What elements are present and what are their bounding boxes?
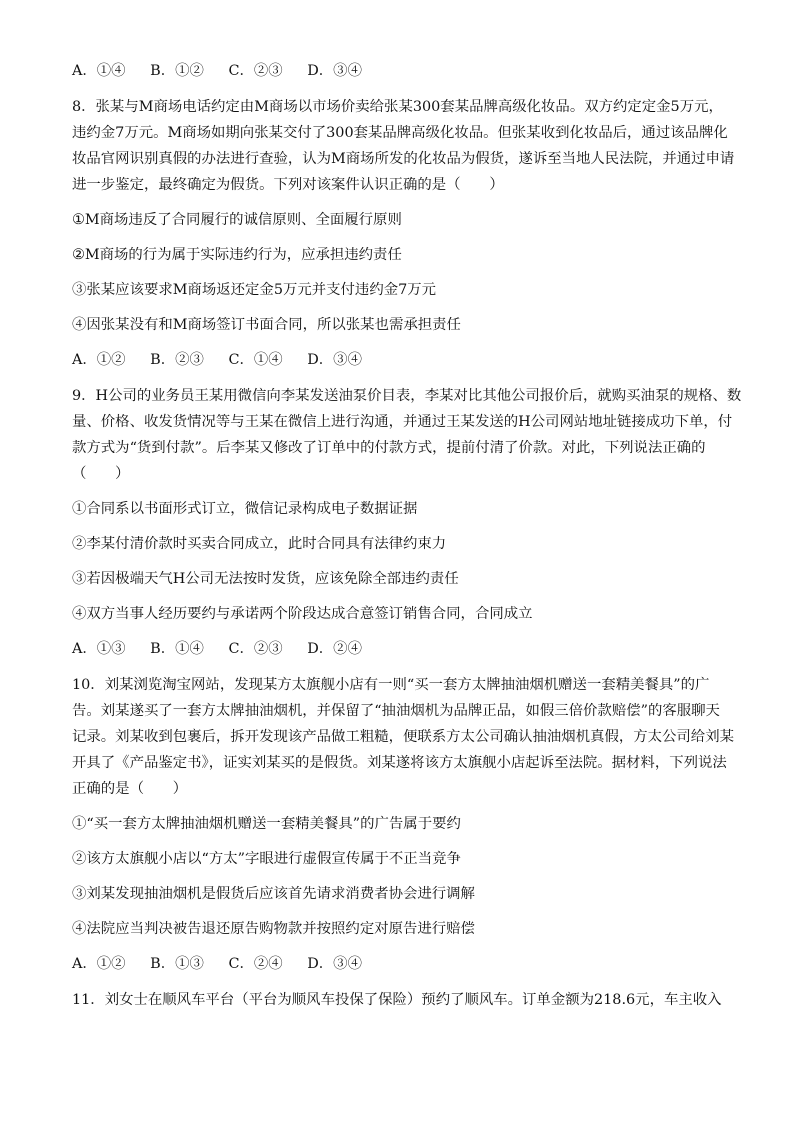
q11-line-1: 11．刘女士在顺风车平台（平台为顺风车投保了保险）预约了顺风车。订单金额为218.6元，车主收入 (72, 992, 722, 1008)
q9-line-3: 款方式为“货到付款”。后李某又修改了订单中的付款方式，提前付清了价款。对此，下列说法正确的 (72, 440, 706, 456)
question-10 (72, 672, 734, 977)
q9-statement-2: ②李某付清价款时买卖合同成立，此时合同具有法律约束力 (72, 536, 447, 552)
q8-option-a: A．①② (72, 352, 126, 368)
q9-option-a: A．①③ (72, 641, 126, 657)
q8-statement-1: ①M商场违反了合同履行的诚信原则、全面履行原则 (72, 212, 402, 228)
question-11 (72, 987, 722, 1013)
q9-options (72, 636, 722, 662)
q8-statement-4: ④因张某没有和M商场签订书面合同，所以张某也需承担责任 (72, 317, 461, 333)
q8-statement-3: ③张某应该要求M商场返还定金5万元并支付违约金7万元 (72, 282, 437, 298)
q8-line-2: 违约金7万元。M商场如期向张某交付了300套某品牌高级化妆品。但张某收到化妆品后，通过该品牌化 (72, 125, 728, 141)
q10-line-3: 记录。刘某收到包裹后，拆开发现该产品做工粗糙，便联系方太公司确认抽油烟机真假，方太公司给刘某 (72, 729, 734, 745)
q8-option-c: C．①④ (228, 352, 283, 368)
q8-line-1: 8．张某与M商场电话约定由M商场以市场价卖给张某300套某品牌高级化妆品。双方约定定金5万元， (72, 99, 723, 115)
q10-option-d: D．③④ (307, 956, 362, 972)
q10-line-2: 告。刘某遂买了一套方太牌抽油烟机，并保留了“抽油烟机为品牌正品，如假三倍价款赔偿”的客服聊天 (72, 703, 720, 719)
q10-statement-1: ①“买一套方太牌抽油烟机赠送一套精美餐具”的广告属于要约 (72, 816, 461, 832)
q10-option-a: A．①② (72, 956, 126, 972)
q9-option-d: D．②④ (307, 641, 362, 657)
q9-statement-3: ③若因极端天气H公司无法按时发货，应该免除全部违约责任 (72, 571, 459, 587)
q8-options (72, 347, 722, 373)
question-9 (72, 383, 742, 662)
q9-line-2: 量、价格、收发货情况等与王某在微信上进行沟通，并通过王某发送的H公司网站地址链接成功下单，付 (72, 414, 733, 430)
q10-statement-3: ③刘某发现抽油烟机是假货后应该首先请求消费者协会进行调解 (72, 886, 475, 902)
q9-statement-1: ①合同系以书面形式订立，微信记录构成电子数据证据 (72, 501, 418, 517)
q7-option-c: C．②③ (228, 63, 283, 79)
q8-line-3: 妆品官网识别真假的办法进行查验，认为M商场所发的化妆品为假货，遂诉至当地人民法院，并通过申请 (72, 151, 735, 167)
q8-option-d: D．③④ (307, 352, 362, 368)
q10-option-c: C．②④ (228, 956, 283, 972)
q10-line-1: 10．刘某浏览淘宝网站，发现某方太旗舰小店有一则“买一套方太牌抽油烟机赠送一套精美餐具”的广 (72, 677, 710, 693)
q10-options (72, 951, 722, 977)
q7-options (72, 58, 722, 84)
q10-statement-4: ④法院应当判决被告退还原告购物款并按照约定对原告进行赔偿 (72, 921, 475, 937)
question-8 (72, 94, 735, 373)
q9-line-4: （ ） (72, 466, 130, 482)
q10-option-b: B．①③ (150, 956, 204, 972)
q10-statement-2: ②该方太旗舰小店以“方太”字眼进行虚假宣传属于不正当竞争 (72, 851, 461, 867)
q10-line-5: 正确的是（ ） (72, 781, 188, 797)
q9-statement-4: ④双方当事人经历要约与承诺两个阶段达成合意签订销售合同，合同成立 (72, 606, 533, 622)
q10-line-4: 开具了《产品鉴定书》，证实刘某买的是假货。刘某遂将该方太旗舰小店起诉至法院。据材料，下列说法 (72, 755, 727, 771)
q9-option-c: C．②③ (228, 641, 283, 657)
q8-statement-2: ②M商场的行为属于实际违约行为，应承担违约责任 (72, 247, 402, 263)
exam-page (72, 58, 742, 1013)
q9-line-1: 9．H公司的业务员王某用微信向李某发送油泵价目表，李某对比其他公司报价后，就购买油泵的规格、数 (72, 388, 742, 404)
q8-option-b: B．②③ (150, 352, 204, 368)
q7-option-d: D．③④ (307, 63, 362, 79)
q9-option-b: B．①④ (150, 641, 204, 657)
q7-option-b: B．①② (150, 63, 204, 79)
q7-option-a: A．①④ (72, 63, 126, 79)
q8-line-4: 进一步鉴定，最终确定为假货。下列对该案件认识正确的是（ ） (72, 177, 504, 193)
